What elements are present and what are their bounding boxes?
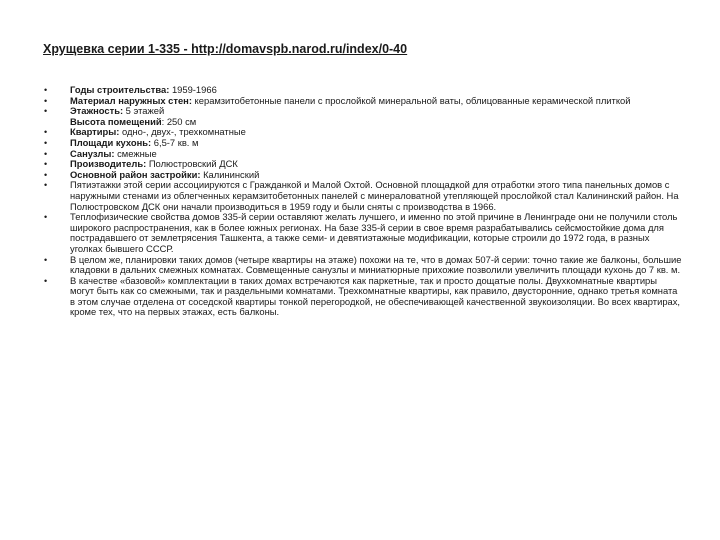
item-label: Основной район застройки: (70, 168, 201, 180)
item-text: одно-, двух-, трехкомнатные (119, 126, 246, 138)
item-text: Пятиэтажки этой серии ассоциируются с Гражданкой и Малой Охтой. Основной площадкой для отработки этого типа панельных домов с наружными стенами из облегченных керамзитобетонных панелей с минераловатной утепляющей прослойкой стал Калининский район. На Полюстровском ДСК они начали производиться в 1959 году и были сняты с производства в 1966. (70, 179, 679, 212)
bullet-icon: • (44, 148, 48, 159)
item-text: В качестве «базовой» комплектации в таких домах встречаются как паркетные, так и просто дощатые полы. Двухкомнатные квартиры могут быть как со смежными, так и раздельными комнатами. Трехкомнатные квартиры, как правило, двусторонние, однако третья комната в этом случае отделена от соседской квартиры тонкой перегородкой, не обеспечивающей качественной звукоизоляции. Во всех квартирах, кроме тех, что на первых этажах, есть балконы. (70, 274, 681, 318)
source-link[interactable]: http://domavspb.narod.ru/index/0-40 (191, 42, 408, 56)
item-text: Полюстровский ДСК (146, 158, 238, 170)
list-item (43, 212, 683, 254)
item-text: Теплофизические свойства домов 335-й серии оставляют желать лучшего, и именно по этой причине в Ленинграде они не получили столь широкого распространения, как в более южных регионах. На базе 335-й серии в свое время разрабатывались сейсмостойкие дома для пострадавшего от землетрясения Ташкента, а также семи- и девятиэтажные модификации, которые строили до 1972 года, в разных уголках бывшего СССР. (70, 211, 678, 254)
bullet-icon: • (44, 275, 48, 286)
item-label: Санузлы: (70, 147, 115, 159)
item-text: В целом же, планировки таких домов (четыре квартиры на этаже) похожи на те, что в домах 507-й серии: точно такие же балконы, большие кладовки в дальних смежных комнатах. Совмещенные санузлы и миниатюрные прихожие позволили увеличить площади кухонь до 7 кв. м. (70, 253, 682, 276)
page-title (43, 42, 407, 56)
item-label: Годы строительства: (70, 84, 170, 95)
bullet-icon: • (44, 254, 48, 265)
item-text: смежные (114, 147, 157, 159)
item-text: 1959-1966 (169, 84, 217, 95)
bullet-icon: • (44, 137, 48, 148)
item-extra-label: Высота помещений (70, 115, 162, 127)
item-label: Площади кухонь: (70, 136, 152, 148)
item-label: Материал наружных стен: (70, 94, 192, 106)
item-text: керамзитобетонные панели с прослойкой минеральной ваты, облицованные керамической плиткой (191, 94, 631, 106)
bullet-list (43, 85, 683, 318)
list-item (43, 180, 683, 212)
item-text: 6,5-7 кв. м (151, 136, 199, 148)
bullet-icon: • (44, 169, 48, 180)
item-text: Калининский (200, 168, 260, 180)
item-label: Этажность: (70, 105, 124, 117)
bullet-icon: • (44, 106, 48, 117)
item-text: 5 этажей (123, 105, 165, 117)
item-extra-text: : 250 см (161, 115, 197, 127)
bullet-icon: • (44, 95, 48, 106)
list-item (43, 276, 683, 318)
bullet-icon: • (44, 85, 48, 95)
bullet-icon: • (44, 212, 48, 223)
title-text: Хрущевка серии 1-335 - (43, 42, 192, 56)
bullet-icon: • (44, 180, 48, 191)
item-label: Производитель: (70, 158, 147, 170)
list-item (43, 255, 683, 276)
item-label: Квартиры: (70, 126, 120, 138)
bullet-icon: • (44, 159, 48, 170)
bullet-icon: • (44, 127, 48, 138)
list-item (43, 106, 683, 127)
